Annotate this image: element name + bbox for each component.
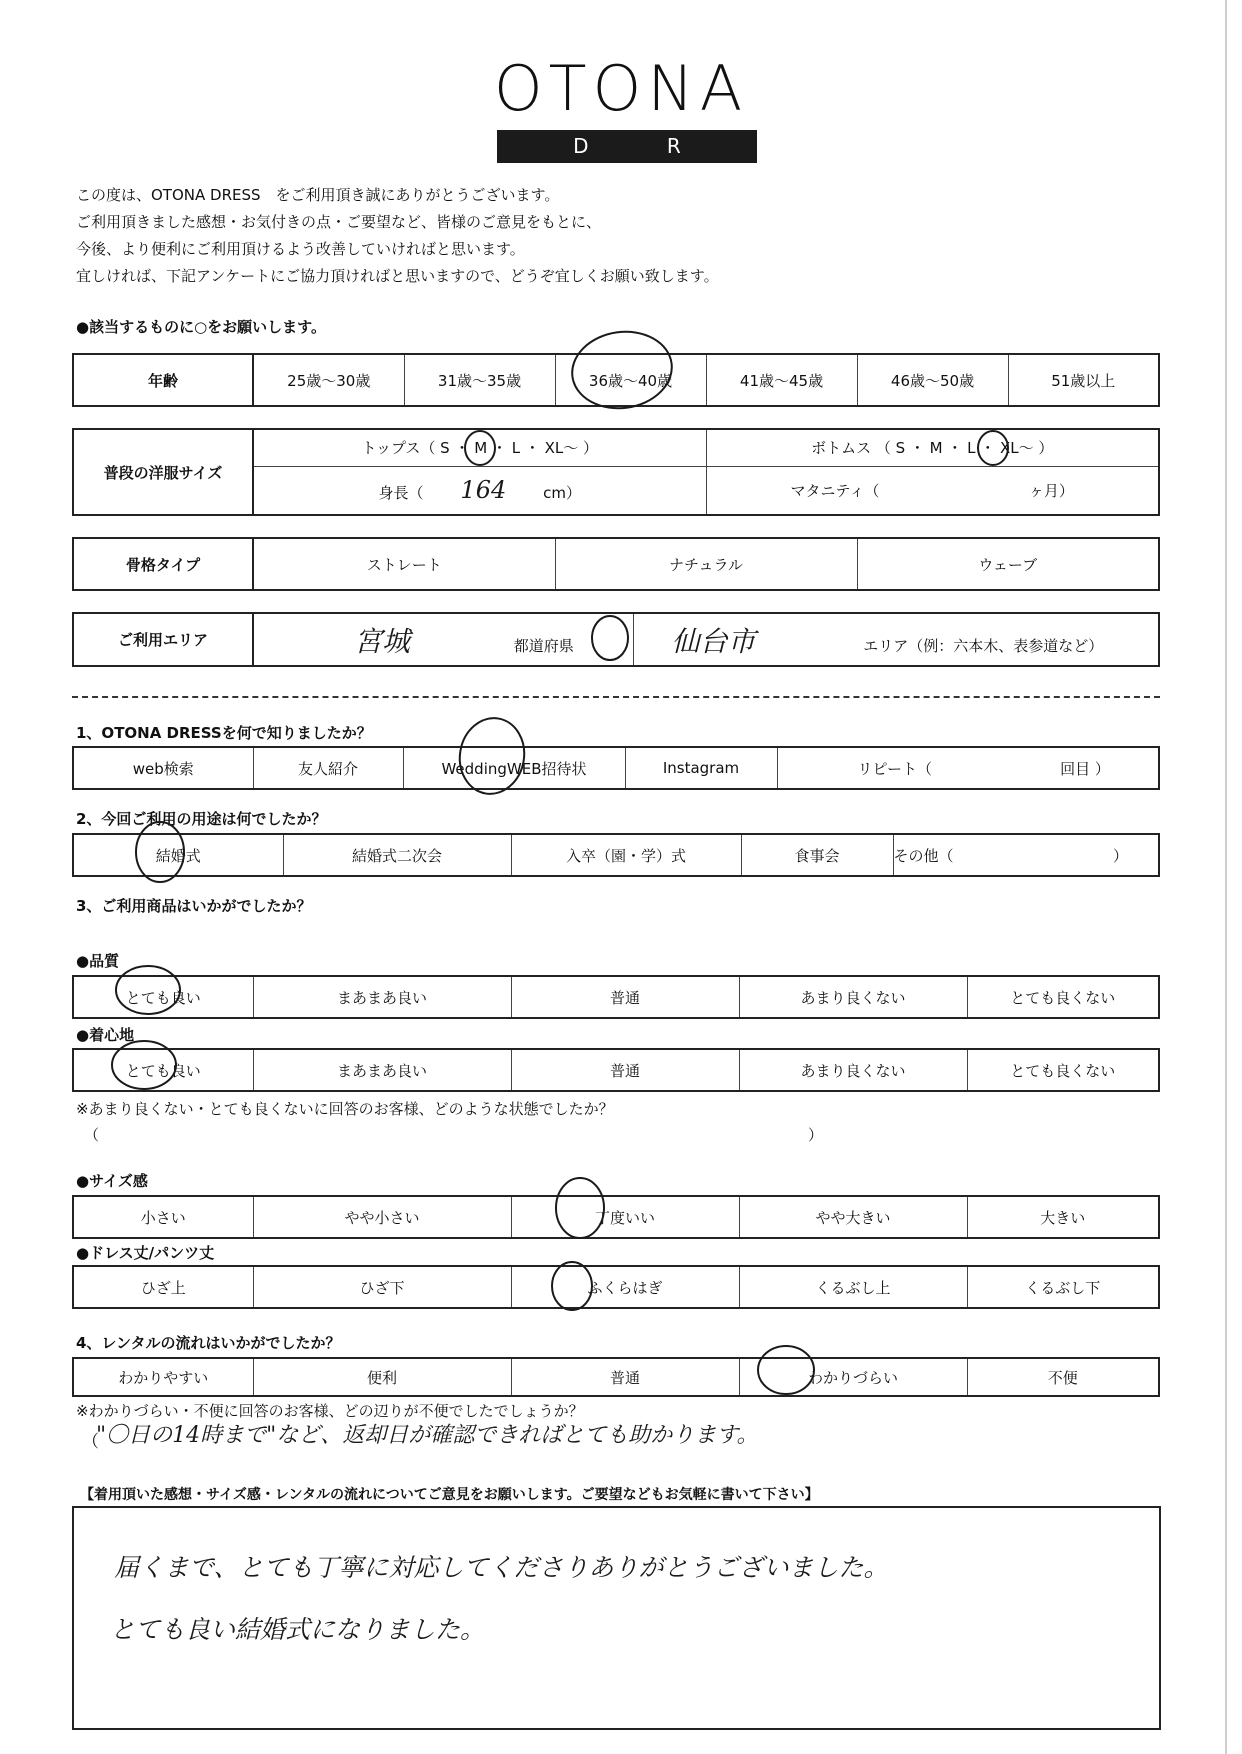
size-label: 普段の洋服サイズ bbox=[73, 429, 253, 515]
age-option[interactable]: 25歳～30歳 bbox=[253, 354, 404, 406]
maternity-suffix: ヶ月） bbox=[1028, 481, 1074, 500]
comfort-option[interactable]: まあまあ良い bbox=[253, 1049, 511, 1091]
q1-repeat-count[interactable]: 回目 ） bbox=[1012, 747, 1159, 789]
q4-note: ※わかりづらい・不便に回答のお客様、どの辺りが不便でしたでしょうか？ bbox=[76, 1402, 584, 1420]
brand-logo-sub: D R E S S bbox=[497, 130, 757, 163]
comment-line-2: とても良い結婚式になりました。 bbox=[110, 1615, 486, 1644]
q4-answer-open: （ bbox=[82, 1432, 99, 1452]
length-option[interactable]: くるぶし下 bbox=[967, 1266, 1159, 1308]
q4-option[interactable]: 便利 bbox=[253, 1358, 511, 1396]
fit-option[interactable]: 大きい bbox=[967, 1196, 1159, 1238]
length-label: ●ドレス丈/パンツ丈 bbox=[76, 1244, 215, 1262]
age-option[interactable]: 41歳～45歳 bbox=[706, 354, 857, 406]
fit-option[interactable]: やや小さい bbox=[253, 1196, 511, 1238]
q1-option-repeat[interactable]: リピート（ bbox=[777, 747, 1012, 789]
q2-option[interactable]: 食事会 bbox=[741, 834, 893, 876]
q2-option-other[interactable]: その他（ bbox=[893, 834, 1113, 876]
age-option[interactable]: 46歳～50歳 bbox=[857, 354, 1008, 406]
height-suffix: cm） bbox=[543, 484, 581, 503]
bad-close: ） bbox=[808, 1126, 824, 1144]
q2-other-close: ） bbox=[1113, 834, 1159, 876]
city-value: 仙台市 bbox=[671, 624, 756, 658]
circle-length bbox=[552, 1262, 592, 1310]
comment-line-1: 届くまで、とても丁寧に対応してくださりありがとうございました。 bbox=[114, 1553, 889, 1582]
circle-q4 bbox=[758, 1346, 814, 1394]
body-type-label: 骨格タイプ bbox=[73, 538, 253, 590]
length-option[interactable]: ひざ上 bbox=[73, 1266, 253, 1308]
circle-q1 bbox=[454, 713, 530, 799]
circle-age bbox=[567, 325, 677, 414]
quality-option[interactable]: まあまあ良い bbox=[253, 976, 511, 1018]
q4-title: 4、レンタルの流れはいかがでしたか？ bbox=[76, 1334, 341, 1352]
q4-option[interactable]: 不便 bbox=[967, 1358, 1159, 1396]
comfort-option-selected[interactable]: とても良い bbox=[73, 1049, 253, 1091]
intro-line-2: ご利用頂きました感想・お気付きの点・ご要望など、皆様のご意見をもとに、 bbox=[76, 213, 602, 231]
body-type-option[interactable]: ウェーブ bbox=[857, 538, 1159, 590]
q4-option[interactable]: わかりやすい bbox=[73, 1358, 253, 1396]
q4-option-selected[interactable]: わかりづらい bbox=[739, 1358, 967, 1396]
circle-bottoms-l bbox=[978, 431, 1008, 465]
body-type-option[interactable]: ナチュラル bbox=[555, 538, 857, 590]
fit-option-selected[interactable]: 丁度いい bbox=[511, 1196, 739, 1238]
q4-answer[interactable]: "〇日の14時まで"など、返却日が確認できればとても助かります。 bbox=[96, 1423, 759, 1448]
length-option[interactable]: くるぶし上 bbox=[739, 1266, 967, 1308]
q1-option[interactable]: 友人紹介 bbox=[253, 747, 403, 789]
length-option[interactable]: ひざ下 bbox=[253, 1266, 511, 1308]
prefecture-value: 宮城 bbox=[354, 624, 411, 658]
q1-option[interactable]: web検索 bbox=[73, 747, 253, 789]
tops-size[interactable]: トップス（ S ・ M ・ L ・ XL～ ） bbox=[253, 429, 706, 466]
intro-line-4: 宜しければ、下記アンケートにご協力頂ければと思いますので、どうぞ宜しくお願い致します。 bbox=[76, 267, 719, 285]
prefecture-suffix: 都道府県 bbox=[513, 636, 574, 655]
height-value: 164 bbox=[460, 476, 507, 505]
circle-fit bbox=[556, 1178, 604, 1238]
circle-quality bbox=[116, 966, 180, 1014]
comfort-option[interactable]: とても良くない bbox=[967, 1049, 1159, 1091]
fit-option[interactable]: やや大きい bbox=[739, 1196, 967, 1238]
q2-option-selected[interactable]: 結婚式 bbox=[73, 834, 283, 876]
age-option-selected[interactable]: 36歳～40歳 bbox=[555, 354, 706, 406]
q1-option[interactable]: Instagram bbox=[625, 747, 777, 789]
quality-label: ●品質 bbox=[76, 952, 120, 970]
comfort-option[interactable]: 普通 bbox=[511, 1049, 739, 1091]
section-note: ●該当するものに○をお願いします。 bbox=[76, 318, 326, 336]
age-option[interactable]: 31歳～35歳 bbox=[404, 354, 555, 406]
brand-logo: OTONA bbox=[493, 52, 749, 125]
intro-line-1: この度は、OTONA DRESS をご利用頂き誠にありがとうございます。 bbox=[76, 186, 560, 204]
q2-option[interactable]: 入卒（園・学）式 bbox=[511, 834, 741, 876]
circle-prefecture bbox=[592, 616, 628, 660]
age-label: 年齢 bbox=[73, 354, 253, 406]
q1-option-selected[interactable]: WeddingWEB招待状 bbox=[403, 747, 625, 789]
circle-comfort bbox=[112, 1041, 176, 1089]
q2-option[interactable]: 結婚式二次会 bbox=[283, 834, 511, 876]
fit-option[interactable]: 小さい bbox=[73, 1196, 253, 1238]
comments-title: 【着用頂いた感想・サイズ感・レンタルの流れについてご意見をお願いします。ご要望などもお気軽に書いて下さい】 bbox=[80, 1487, 819, 1503]
q4-option[interactable]: 普通 bbox=[511, 1358, 739, 1396]
body-type-option[interactable]: ストレート bbox=[253, 538, 555, 590]
bad-open: （ bbox=[84, 1126, 100, 1144]
q2-title: 2、今回ご利用の用途は何でしたか？ bbox=[76, 810, 327, 828]
q3-title: 3、ご利用商品はいかがでしたか？ bbox=[76, 897, 312, 915]
height-prefix: 身長（ bbox=[378, 484, 424, 503]
quality-option[interactable]: とても良くない bbox=[967, 976, 1159, 1018]
bad-note: ※あまり良くない・とても良くないに回答のお客様、どのような状態でしたか？ bbox=[76, 1100, 614, 1118]
quality-option[interactable]: あまり良くない bbox=[739, 976, 967, 1018]
age-option[interactable]: 51歳以上 bbox=[1008, 354, 1159, 406]
quality-option-selected[interactable]: とても良い bbox=[73, 976, 253, 1018]
fit-label: ●サイズ感 bbox=[76, 1172, 148, 1190]
circle-tops-m bbox=[465, 431, 495, 465]
area-label: ご利用エリア bbox=[73, 613, 253, 666]
q1-title: 1、OTONA DRESSを何で知りましたか？ bbox=[76, 724, 372, 742]
city-suffix: エリア（例：六本木、表参道など） bbox=[863, 636, 1104, 655]
length-option-selected[interactable]: ふくらはぎ bbox=[511, 1266, 739, 1308]
quality-option[interactable]: 普通 bbox=[511, 976, 739, 1018]
comfort-option[interactable]: あまり良くない bbox=[739, 1049, 967, 1091]
comfort-label: ●着心地 bbox=[76, 1026, 135, 1044]
bottoms-size[interactable]: ボトムス （ S ・ M ・ L ・ XL～ ） bbox=[706, 429, 1159, 466]
circle-q2 bbox=[136, 822, 184, 882]
maternity-prefix: マタニティ（ bbox=[790, 481, 880, 500]
intro-line-3: 今後、より便利にご利用頂けるよう改善していければと思います。 bbox=[76, 240, 525, 258]
